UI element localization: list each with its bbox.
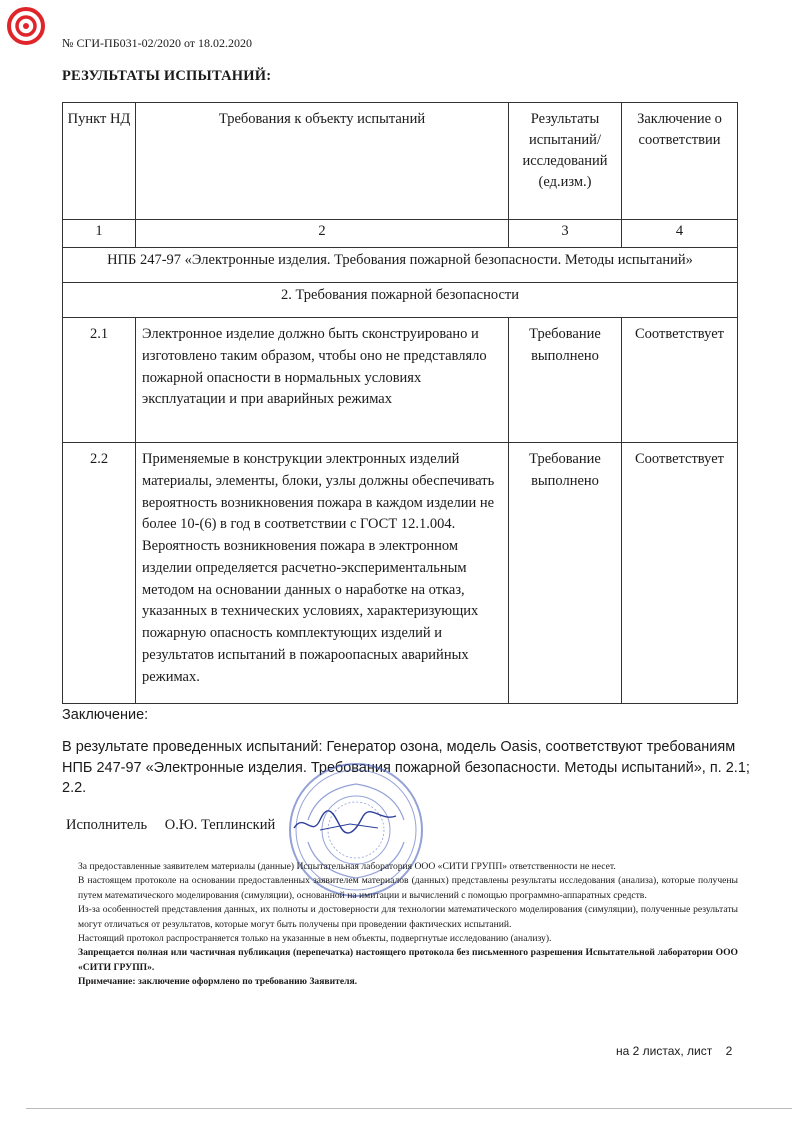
note-paragraph: За предоставленные заявителем материалы (данные) Испытательная лаборатория ООО «СИТИ ГРУПП» ответственности не несет. (78, 861, 616, 872)
row-conclusion: Соответствует (622, 318, 738, 443)
table-row (63, 443, 738, 704)
header-conclusion: Заключение о соответствии (622, 103, 738, 220)
footer-text: на 2 листах, лист (616, 1044, 713, 1058)
note-paragraph: Настоящий протокол распространяется только на указанные в нем объекты, подвергнутые исследованию (анализу). (78, 932, 552, 944)
row-conclusion: Соответствует (622, 443, 738, 704)
bottom-divider (26, 1108, 792, 1109)
note-paragraph: В настоящем протоколе на основании предоставленных заявителем материалов (данных) представлены результаты исследования (анализа), которые получены путем математического моделирования (симуляции), основанной на имитации и вычислений с помощью программно-аппаратных средств. (78, 875, 738, 901)
column-number: 4 (622, 220, 738, 248)
standard-title: НПБ 247-97 «Электронные изделия. Требования пожарной безопасности. Методы испытаний» (63, 248, 738, 283)
signature (290, 808, 400, 838)
table-row (63, 318, 738, 443)
row-result: Требование выполнено (509, 318, 622, 443)
header-results: Результаты испытаний/ исследований (ед.изм.) (509, 103, 622, 220)
column-number: 3 (509, 220, 622, 248)
publication-warning: Запрещается полная или частичная публикация (перепечатка) настоящего протокола без письменного разрешения Испытательной лаборатории ООО «СИТИ ГРУПП». (78, 947, 738, 973)
remark: Примечание: заключение оформлено по требованию Заявителя. (78, 976, 358, 988)
section-row (63, 283, 738, 318)
conclusion-label: Заключение: (62, 707, 149, 723)
executor-line (66, 817, 275, 834)
column-number: 1 (63, 220, 136, 248)
table-header-row (63, 103, 738, 220)
executor-label: Исполнитель (66, 817, 148, 833)
header-requirements: Требования к объекту испытаний (136, 103, 509, 220)
conclusion-text: В результате проведенных испытаний: Генератор озона, модель Oasis, соответствуют требованиям НПБ 247-97 «Электронные изделия. Требования пожарной безопасности. Методы испытаний», п. 2.1; 2.2. (62, 739, 750, 797)
row-requirement: Применяемые в конструкции электронных изделий материалы, элементы, блоки, узлы должны обеспечивать вероятность возникновения пожара в каждом изделии не более 10-(6) в год в соответствии с ГОСТ 12.1.004. Вероятность возникновения пожара в электронном изделии определяется расчетно-экспериментальным методом на основании данных о наработке на отказ, указанных в технических условиях, характеризующих пожарную опасность комплектующих изделий и результатов испытаний в пожароопасных аварийных режимах. (136, 443, 509, 704)
executor-name: О.Ю. Теплинский (164, 817, 276, 833)
note-paragraph: Из-за особенностей представления данных, их полноты и достоверности для технологии математического моделирования (симуляции), полученные результаты могут отличаться от результатов, которые могут быть получены при проведении фактических испытаний. (78, 904, 738, 930)
column-number-row (63, 220, 738, 248)
disclaimer-notes (78, 860, 738, 990)
column-number: 2 (136, 220, 509, 248)
standard-row (63, 248, 738, 283)
results-table (62, 102, 738, 704)
row-point: 2.1 (63, 318, 136, 443)
section-title: 2. Требования пожарной безопасности (63, 283, 738, 318)
row-point: 2.2 (63, 443, 136, 704)
row-requirement: Электронное изделие должно быть сконструировано и изготовлено таким образом, чтобы оно не представляло пожарной опасности в нормальных условиях эксплуатации и при аварийных режимах (136, 318, 509, 443)
page-title: РЕЗУЛЬТАТЫ ИСПЫТАНИЙ: (62, 68, 272, 84)
header-point: Пункт НД (63, 103, 136, 220)
page-number: 2 (725, 1044, 733, 1058)
page-footer (616, 1044, 732, 1058)
row-result: Требование выполнено (509, 443, 622, 704)
document-reference: № СГИ-ПБ031-02/2020 от 18.02.2020 (62, 36, 253, 50)
company-logo (6, 6, 46, 46)
